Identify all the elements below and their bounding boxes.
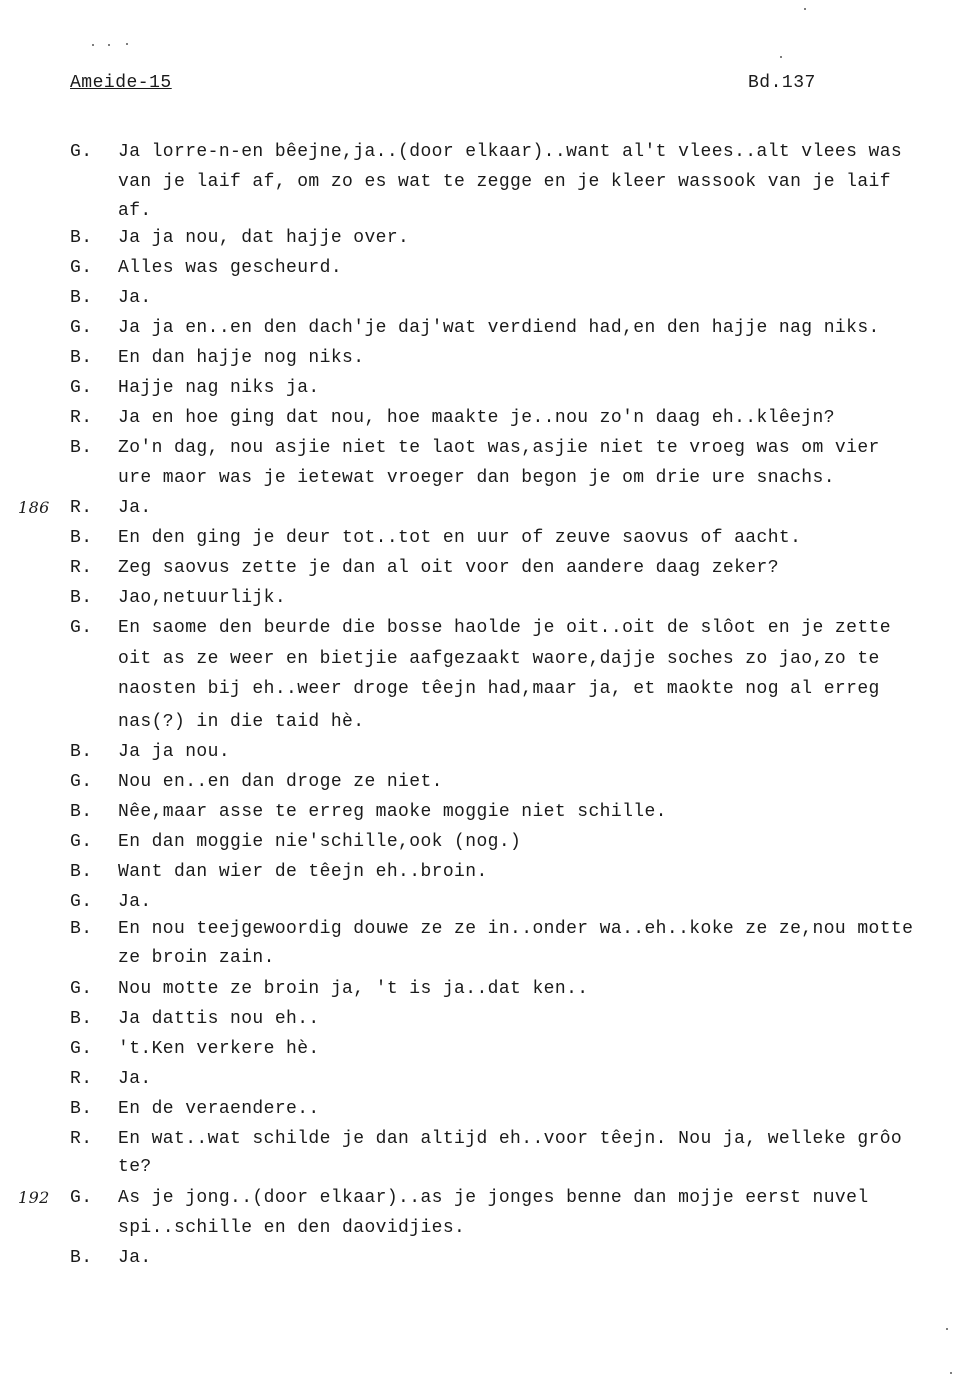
speaker-initial: R. [70,498,93,518]
transcript-line [0,463,979,493]
utterance-text: En wat..wat schilde je dan altijd eh..voor têejn. Nou ja, welleke grôo [118,1129,903,1149]
utterance-text: Zeg saovus zette je dan al oit voor den aandere daag zeker? [118,558,779,578]
transcript-line [0,1034,979,1064]
speaker-initial: B. [70,1248,93,1268]
utterance-text: Alles was gescheurd. [118,258,343,278]
utterance-text: Hajje nag niks ja. [118,378,320,398]
transcript-line [0,1152,979,1182]
transcript-line [0,857,979,887]
margin-line-number: 186 [18,498,50,517]
scan-speck [108,44,110,46]
transcript-line [0,644,979,674]
scan-speck [92,44,94,46]
transcript-line [0,196,979,226]
speaker-initial: R. [70,1069,93,1089]
scan-speck [804,8,806,10]
transcript-line [0,1094,979,1124]
transcript-line [0,1124,979,1154]
utterance-text: Ja dattis nou eh.. [118,1009,320,1029]
transcript-line [0,403,979,433]
speaker-initial: G. [70,1188,93,1208]
speaker-initial: R. [70,408,93,428]
transcript-line [0,613,979,643]
speaker-initial: B. [70,528,93,548]
transcript-line [0,1004,979,1034]
utterance-text: spi..schille en den daovidjies. [118,1218,466,1238]
speaker-initial: G. [70,378,93,398]
transcript-line [0,674,979,704]
utterance-text: Want dan wier de têejn eh..broin. [118,862,488,882]
utterance-text: Ja. [118,498,152,518]
utterance-text: Jao,netuurlijk. [118,588,287,608]
speaker-initial: G. [70,142,93,162]
transcript-line [0,137,979,167]
speaker-initial: B. [70,1099,93,1119]
utterance-text: naosten bij eh..weer droge têejn had,maar ja, et maokte nog al erreg [118,679,880,699]
speaker-initial: B. [70,228,93,248]
transcript-line [0,887,979,917]
utterance-text: Nou motte ze broin ja, 't is ja..dat ken.. [118,979,589,999]
utterance-text: nas(?) in die taid hè. [118,712,365,732]
utterance-text: Ja. [118,892,152,912]
speaker-initial: G. [70,832,93,852]
transcript-line [0,827,979,857]
speaker-initial: G. [70,979,93,999]
speaker-initial: B. [70,438,93,458]
header-place: Ameide-15 [70,73,172,93]
utterance-text: Ja. [118,288,152,308]
transcript-line [0,737,979,767]
utterance-text: En dan moggie nie'schille,ook (nog.) [118,832,522,852]
speaker-initial: B. [70,1009,93,1029]
speaker-initial: B. [70,348,93,368]
utterance-text: As je jong..(door elkaar)..as je jonges benne dan mojje eerst nuvel [118,1188,869,1208]
speaker-initial: B. [70,862,93,882]
transcript-line [0,253,979,283]
transcript-line [0,223,979,253]
utterance-text: Ja ja en..en den dach'je daj'wat verdiend had,en den hajje nag niks. [118,318,880,338]
speaker-initial: B. [70,288,93,308]
speaker-initial: G. [70,618,93,638]
transcript-line [0,1064,979,1094]
speaker-initial: G. [70,258,93,278]
speaker-initial: B. [70,588,93,608]
utterance-text: Nêe,maar asse te erreg maoke moggie niet schille. [118,802,667,822]
transcript-line [0,1243,979,1273]
speaker-initial: G. [70,318,93,338]
utterance-text: Ja. [118,1248,152,1268]
document-header-right: Bd.137 [748,73,816,93]
scan-speck [946,1328,948,1330]
transcript-line [0,167,979,197]
transcript-line [0,523,979,553]
transcript-line [0,343,979,373]
speaker-initial: B. [70,919,93,939]
utterance-text: Ja ja nou, dat hajje over. [118,228,410,248]
utterance-text: En dan hajje nog niks. [118,348,365,368]
utterance-text: Ja ja nou. [118,742,231,762]
speaker-initial: B. [70,802,93,822]
utterance-text: Zo'n dag, nou asjie niet te laot was,asjie niet te vroeg was om vier [118,438,880,458]
utterance-text: oit as ze weer en bietjie aafgezaakt waore,dajje soches zo jao,zo te [118,649,880,669]
speaker-initial: B. [70,742,93,762]
transcript-line [0,433,979,463]
scan-speck [950,1372,952,1374]
utterance-text: te? [118,1157,152,1177]
utterance-text: Ja lorre-n-en bêejne,ja..(door elkaar)..want al't vlees..alt vlees was [118,142,903,162]
transcript-line [0,553,979,583]
speaker-initial: G. [70,892,93,912]
transcript-line [0,313,979,343]
transcript-line [0,373,979,403]
utterance-text: van je laif af, om zo es wat te zegge en je kleer wassook van je laif [118,172,891,192]
utterance-text: Ja en hoe ging dat nou, hoe maakte je..nou zo'n daag eh..klêejn? [118,408,835,428]
transcript-line [0,943,979,973]
scan-speck [780,56,782,58]
utterance-text: ze broin zain. [118,948,275,968]
scan-speck [126,43,128,45]
utterance-text: En den ging je deur tot..tot en uur of zeuve saovus of aacht. [118,528,802,548]
transcript-line [0,1213,979,1243]
speaker-initial: R. [70,558,93,578]
utterance-text: En de veraendere.. [118,1099,320,1119]
transcript-line [0,767,979,797]
transcript-line [0,493,979,523]
transcript-line [0,1183,979,1213]
margin-line-number: 192 [18,1188,50,1207]
utterance-text: 't.Ken verkere hè. [118,1039,320,1059]
speaker-initial: G. [70,1039,93,1059]
utterance-text: En saome den beurde die bosse haolde je oit..oit de slôot en je zette [118,618,891,638]
utterance-text: ure maor was je ietewat vroeger dan begon je om drie ure snachs. [118,468,835,488]
speaker-initial: R. [70,1129,93,1149]
utterance-text: Ja. [118,1069,152,1089]
transcript-line [0,283,979,313]
transcript-line [0,914,979,944]
utterance-text: En nou teejgewoordig douwe ze ze in..onder wa..eh..koke ze ze,nou motte [118,919,914,939]
transcript-line [0,797,979,827]
utterance-text: Nou en..en dan droge ze niet. [118,772,443,792]
utterance-text: af. [118,201,152,221]
transcript-line [0,583,979,613]
transcript-line [0,707,979,737]
speaker-initial: G. [70,772,93,792]
transcript-line [0,974,979,1004]
document-header-left [70,73,172,93]
